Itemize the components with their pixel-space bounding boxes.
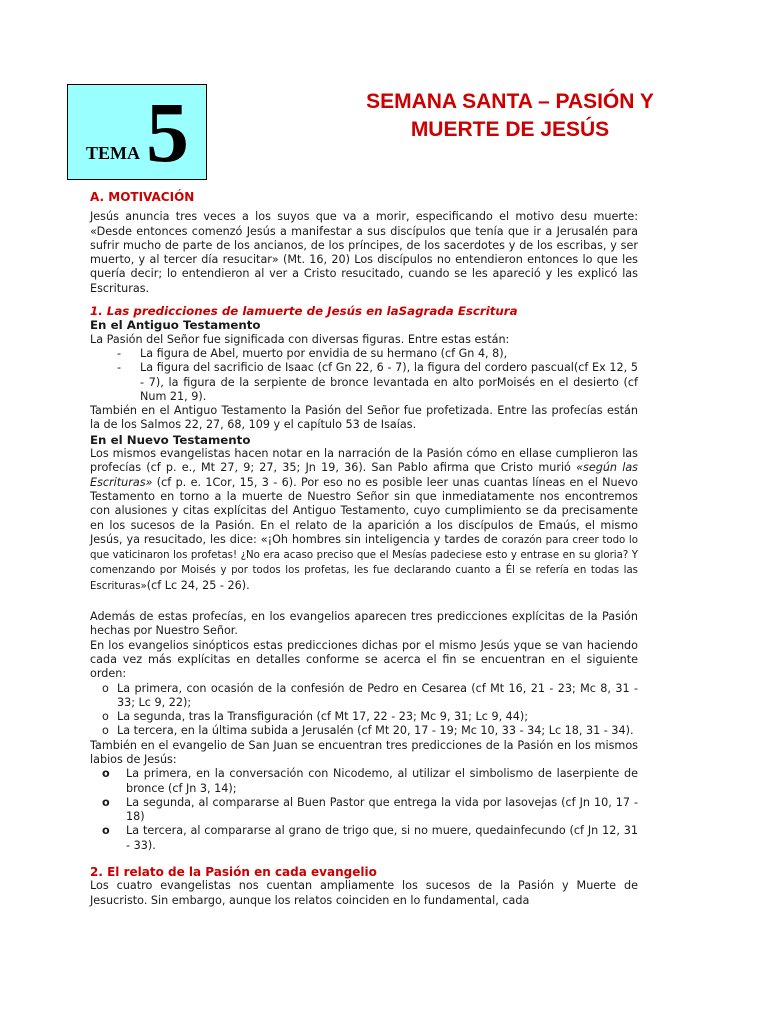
list-item: o La segunda, tras la Transfiguración (cf Mt 17, 22 - 23; Mc 9, 31; Lc 9, 44);	[102, 710, 529, 724]
section-a-heading: A. MOTIVACIÓN	[90, 190, 195, 204]
page-title-line1: SEMANA SANTA – PASIÓN Y	[366, 90, 654, 113]
document-body	[90, 190, 638, 908]
list-item: o La tercera, en la última subida a Jerusalén (cf Mt 20, 17 - 19; Mc 10, 33 - 34; Lc 18, 31 - 34).	[102, 724, 634, 738]
tema-label: TEMA	[86, 143, 140, 163]
nt-paragraph-1: Los mismos evangelistas hacen notar en la narración de la Pasión cómo en ellase cumplieron las profecías (cf p. e., Mt 27, 9; 27, 35; Jn 19, 36). San Pablo afirma que Cristo murió «según las Escrituras» (cf p. e. 1Cor, 15, 3 - 6). Por eso no es posible leer unas cuantas líneas en el Nuevo Testamento en torno a la muerte de Nuestro Señor sin que inmediatamente nos encontremos con alusiones y citas explícitas del Antiguo Testamento, cuyo cumplimiento se da precisamente en los sucesos de la Pasión. En el relato de la aparición a los discípulos de Emaús, el mismo Jesús, ya resucitado, les dice: «¡Oh hombres sin inteligencia y tardes de corazón para creer todo lo que vaticinaron los profetas! ¿No era acaso preciso que el Mesías padeciese esto y entrase en su gloria? Y comenzando por Moisés y por todos los profetas, les fue declarando cuanto a Él se refería en todas las Escrituras»(cf Lc 24, 25 - 26).	[90, 447, 639, 592]
nt-heading: En el Nuevo Testamento	[90, 432, 251, 447]
section-2-heading: 2. El relato de la Pasión en cada evangelio	[90, 865, 377, 880]
list-item: - La figura de Abel, muerto por envidia de su hermano (cf Gn 4, 8),	[117, 346, 508, 360]
at-outro: También en el Antiguo Testamento la Pasión del Señor fue profetizada. Entre las profecías están la de los Salmos 22, 27, 68, 109 y el capítulo 53 de Isaías.	[90, 404, 638, 432]
list-item: o La tercera, al compararse al grano de trigo que, si no muere, quedainfecundo (cf Jn 12, 31 - 33).	[102, 824, 638, 852]
synoptic-list	[90, 682, 638, 739]
nt-paragraph-4: También en el evangelio de San Juan se encuentran tres predicciones de la Pasión en los mismos labios de Jesús:	[90, 738, 638, 766]
page-title	[330, 88, 690, 144]
list-item: - La figura del sacrificio de Isaac (cf Gn 22, 6 - 7), la figura del cordero pascual(cf Ex 12, 5 - 7), la figura de la serpiente de bronce levantada en alto porMoisés en el desierto (cf Num 21, 9).	[117, 361, 638, 403]
at-intro: La Pasión del Señor fue significada con diversas figuras. Entre estas están:	[90, 332, 510, 346]
list-item: o La primera, con ocasión de la confesión de Pedro en Cesarea (cf Mt 16, 21 - 23; Mc 8, 31 - 33; Lc 9, 22);	[102, 681, 638, 709]
tema-box	[67, 84, 207, 180]
tema-number: 5	[146, 84, 189, 180]
john-list	[90, 767, 638, 853]
nt-paragraph-3: En los evangelios sinópticos estas predicciones dichas por el mismo Jesús yque se van haciendo cada vez más explícitas en detalles conforme se acerca el fin se encuentran en el siguiente orden:	[90, 638, 638, 681]
list-item: o La primera, en la conversación con Nicodemo, al utilizar el simbolismo de laserpiente de bronce (cf Jn 3, 14);	[102, 767, 638, 795]
section-2-text: Los cuatro evangelistas nos cuentan ampliamente los sucesos de la Pasión y Muerte de Jesucristo. Sin embargo, aunque los relatos coinciden en lo fundamental, cada	[90, 879, 638, 907]
motivation-paragraph: Jesús anuncia tres veces a los suyos que va a morir, especificando el motivo desu muerte: «Desde entonces comenzó Jesús a manifestar a sus discípulos que tenía que ir a Jerusalén para sufrir mucho de parte de los ancianos, de los príncipes, de los sacerdotes y de los escribas, y ser muerto, y al tercer día resucitar» (Mt. 16, 20) Los discípulos no entendieron entonces lo que les quería decir; lo entendieron al ver a Cristo resucitado, cuando se les apareció y les explicó las Escrituras.	[90, 210, 638, 295]
list-item: o La segunda, al compararse al Buen Pastor que entrega la vida por lasovejas (cf Jn 10, 17 - 18)	[102, 795, 638, 824]
page-title-line2: MUERTE DE JESÚS	[410, 118, 610, 141]
at-figures-list	[90, 347, 638, 404]
section-1-heading: 1. Las predicciones de lamuerte de Jesús en laSagrada Escritura	[90, 304, 518, 319]
at-heading: En el Antiguo Testamento	[90, 318, 261, 333]
nt-paragraph-2: Además de estas profecías, en los evangelios aparecen tres predicciones explícitas de la Pasión hechas por Nuestro Señor.	[90, 610, 638, 638]
